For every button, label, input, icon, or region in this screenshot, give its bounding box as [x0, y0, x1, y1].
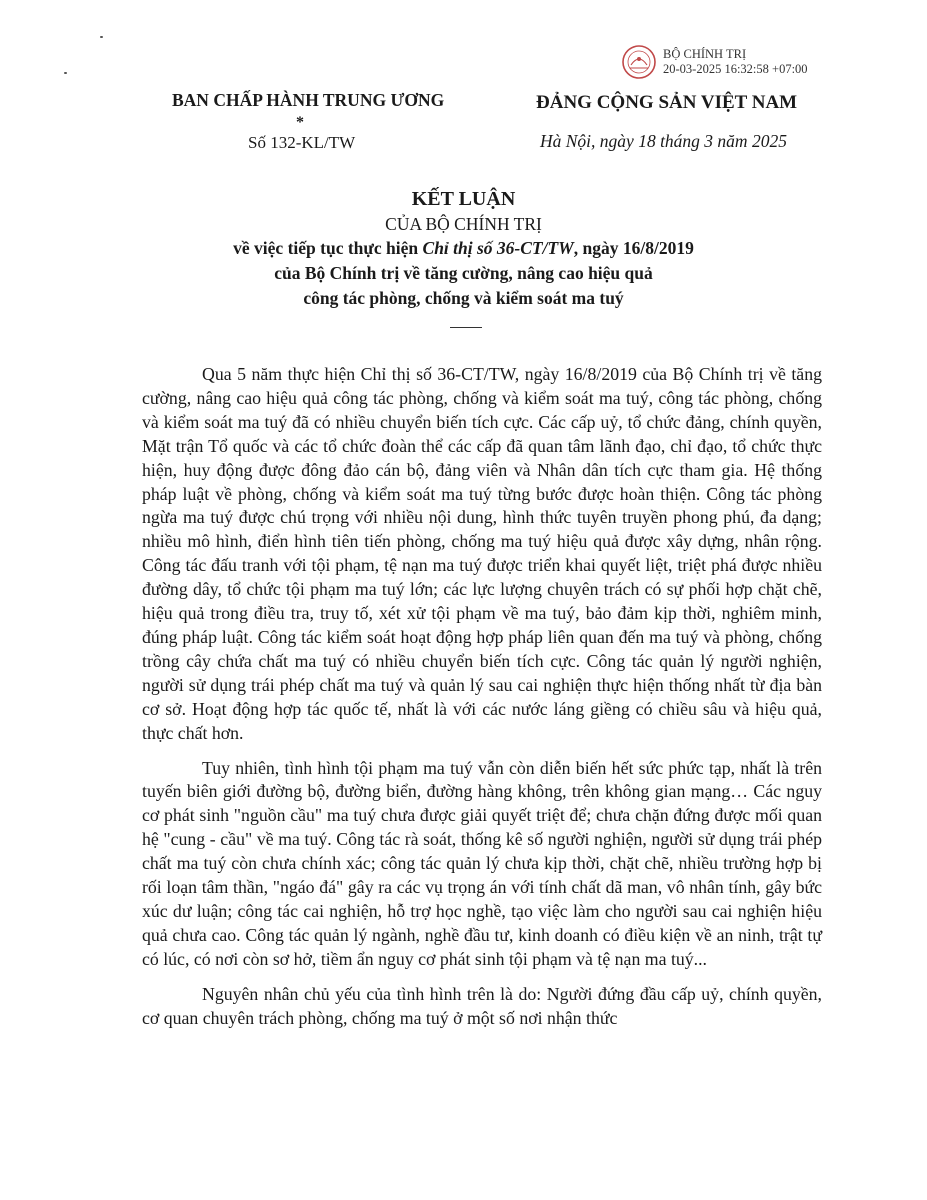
party-name: ĐẢNG CỘNG SẢN VIỆT NAM — [536, 92, 798, 113]
place-and-date: Hà Nội, ngày 18 tháng 3 năm 2025 — [540, 131, 787, 151]
title-line-1-c: , ngày 16/8/2019 — [573, 238, 694, 258]
title-line-1-a: về việc tiếp tục thực hiện — [233, 238, 423, 258]
seal-icon — [621, 44, 657, 80]
document-number: Số 132-KL/TW — [248, 133, 356, 152]
digital-signature-stamp — [663, 47, 808, 77]
document-title — [0, 186, 927, 311]
header-star: * — [296, 114, 304, 131]
stamp-org: BỘ CHÍNH TRỊ — [663, 47, 747, 61]
document-body — [142, 363, 822, 1041]
stamp-timestamp: 20-03-2025 16:32:58 +07:00 — [663, 62, 808, 76]
title-line-1 — [0, 236, 927, 261]
title-sub: CỦA BỘ CHÍNH TRỊ — [385, 214, 542, 234]
title-line-3: công tác phòng, chống và kiểm soát ma tuý — [303, 288, 624, 308]
title-divider — [450, 327, 482, 328]
issuing-body: BAN CHẤP HÀNH TRUNG ƯƠNG — [172, 90, 445, 110]
scan-speck — [64, 72, 67, 74]
title-line-1-b: Chỉ thị số 36-CT/TW — [422, 238, 574, 258]
body-paragraph: Qua 5 năm thực hiện Chỉ thị số 36-CT/TW, ngày 16/8/2019 của Bộ Chính trị về tăng cường, nâng cao hiệu quả công tác phòng, chống và kiểm soát ma tuý, công tác phòng, chống và kiểm soát ma tuý đã có nhiều chuyển biến tích cực. Các cấp uỷ, tổ chức đảng, chính quyền, Mặt trận Tổ quốc và các tổ chức đoàn thể các cấp đã quan tâm lãnh đạo, chỉ đạo, tổ chức thực hiện, huy động được đông đảo cán bộ, đảng viên và Nhân dân tích cực tham gia. Hệ thống pháp luật về phòng, chống và kiểm soát ma tuý từng bước được hoàn thiện. Công tác phòng ngừa ma tuý được chú trọng với nhiều nội dung, hình thức tuyên truyền phong phú, đa dạng; nhiều mô hình, điển hình tiên tiến phòng, chống ma tuý hiệu quả được xây dựng, nhân rộng. Công tác đấu tranh với tội phạm, tệ nạn ma tuý được triển khai quyết liệt, triệt phá được nhiều đường dây, tổ chức tội phạm ma tuý lớn; các lực lượng chuyên trách có sự phối hợp chặt chẽ, hiệu quả trong điều tra, truy tố, xét xử tội phạm về ma tuý, bảo đảm kịp thời, nghiêm minh, đúng pháp luật. Công tác kiểm soát hoạt động hợp pháp liên quan đến ma tuý và phòng, chống trồng cây chứa chất ma tuý có nhiều chuyển biến tích cực. Công tác quản lý người nghiện, người sử dụng trái phép chất ma tuý và quản lý sau cai nghiện thực hiện thống nhất từ địa bàn cơ sở. Hoạt động hợp tác quốc tế, nhất là với các nước láng giềng có chiều sâu và hiệu quả, thực chất hơn. — [142, 364, 822, 743]
scan-speck — [100, 36, 103, 38]
title-line-2: của Bộ Chính trị về tăng cường, nâng cao hiệu quả — [274, 263, 653, 283]
body-paragraph: Tuy nhiên, tình hình tội phạm ma tuý vẫn còn diễn biến hết sức phức tạp, nhất là trên tuyến biên giới đường bộ, đường biển, đường hàng không, trên không gian mạng… Các nguy cơ phát sinh "nguồn cầu" ma tuý chưa được giải quyết triệt để; chưa chặn đứng được mối quan hệ "cung - cầu" về ma tuý. Công tác rà soát, thống kê số người nghiện, người sử dụng trái phép chất ma tuý còn chưa chính xác; công tác quản lý chưa kịp thời, chặt chẽ, nhiều trường hợp bị rối loạn tâm thần, "ngáo đá" gây ra các vụ trọng án với tính chất dã man, vô nhân tính, gây bức xúc dư luận; công tác cai nghiện, hỗ trợ học nghề, tạo việc làm cho người sau cai nghiện hiệu quả chưa cao. Công tác quản lý ngành, nghề đầu tư, kinh doanh có điều kiện về an ninh, trật tự có lúc, có nơi còn sơ hở, tiềm ẩn nguy cơ phát sinh tội phạm và tệ nạn ma tuý... — [142, 757, 822, 969]
body-paragraph: Nguyên nhân chủ yếu của tình hình trên là do: Người đứng đầu cấp uỷ, chính quyền, cơ quan chuyên trách phòng, chống ma tuý ở một số nơi nhận thức — [142, 983, 822, 1028]
title-main: KẾT LUẬN — [411, 188, 516, 210]
